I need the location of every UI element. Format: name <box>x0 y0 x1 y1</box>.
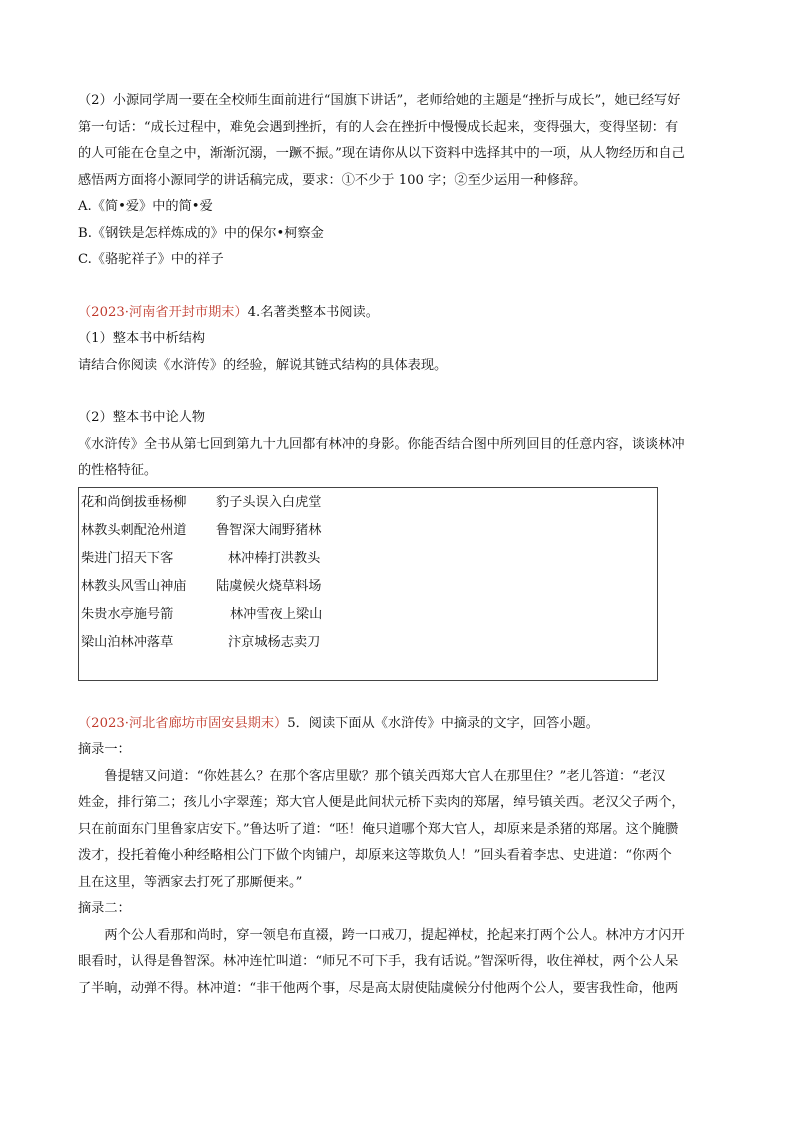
q4-sub2-line-1: 《水浒传》全书从第七回到第九十九回都有林冲的身影。你能否结合图中所列回目的任意内容，谈谈林冲 <box>78 436 685 452</box>
question-4 <box>78 300 716 681</box>
q2-label: （2） <box>78 93 113 108</box>
q4-sub2-line-2: 的性格特征。 <box>78 463 158 478</box>
excerpt-2-line: 两个公人看那和尚时，穿一领皂布直裰，跨一口戒刀，提起禅杖，抡起来打两个公人。林冲方才闪开 <box>104 927 685 943</box>
chapter-title: 汴京城杨志卖刀 <box>228 635 321 651</box>
chapter-title: 豹子头误入白虎堂 <box>216 495 322 511</box>
q2-line-2: 第一句话：“成长过程中，难免会遇到挫折，有的人会在挫折中慢慢成长起来，变得强大，变得坚韧：有 <box>78 119 679 135</box>
q4-sub1-text: 请结合你阅读《水浒传》的经验，解说其链式结构的具体表现。 <box>78 357 448 373</box>
excerpt-2-line: 了半晌，动弹不得。林冲道：“非干他两个事，尽是高太尉使陆虞候分付他两个公人，要害我性命，他两 <box>78 980 679 996</box>
chapter-title: 花和尚倒拔垂杨柳 <box>81 495 187 511</box>
excerpt-1-label: 摘录一： <box>78 742 131 757</box>
chapter-title: 林教头刺配沧州道 <box>81 523 187 539</box>
q4-title: 4.名著类整本书阅读。 <box>247 304 379 320</box>
chapter-title: 柴进门招天下客 <box>81 551 174 567</box>
excerpt-1-line: 只在前面东门里鲁家店安下。”鲁达听了道：“呸！俺只道哪个郑大官人，却原来是杀猪的郑屠。这个腌臜 <box>78 821 679 837</box>
q2-line-1: （2）小源同学周一要在全校师生面前进行“国旗下讲话”，老师给她的主题是“挫折与成长”，她已经写好 <box>78 93 681 108</box>
chapter-table <box>78 487 658 681</box>
chapter-title: 林冲棒打洪教头 <box>228 551 321 567</box>
option-a: A.《简•爱》中的简•爱 <box>78 199 213 214</box>
q4-source: （2023·河南省开封市期末） <box>78 304 248 320</box>
excerpt-1-line: 泼才，投托着俺小种经略相公门下做个肉铺户，却原来这等欺负人！”回头看着李忠、史进道：“你两个 <box>78 848 672 863</box>
q5-source: （2023·河北省廊坊市固安县期末） <box>78 715 288 731</box>
q2-line-3: 的人可能在仓皇之中，渐渐沉溺，一蹶不振。”现在请你从以下资料中选择其中的一项，从人物经历和自己 <box>78 146 685 161</box>
chapter-title: 梁山泊林冲落草 <box>81 635 174 651</box>
option-b: B.《钢铁是怎样炼成的》中的保尔•柯察金 <box>78 225 324 241</box>
q4-sub1-heading: （1）整本书中析结构 <box>78 331 206 346</box>
chapter-title: 鲁智深大闹野猪林 <box>216 523 322 539</box>
chapter-row <box>81 602 651 630</box>
chapter-row <box>81 546 651 574</box>
question-5 <box>78 711 716 1003</box>
chapter-title: 林教头风雪山神庙 <box>81 579 187 595</box>
option-c: C.《骆驼祥子》中的祥子 <box>78 252 224 267</box>
q4-heading <box>78 300 716 327</box>
question-2 <box>78 88 716 274</box>
q5-title: 5．阅读下面从《水浒传》中摘录的文字，回答小题。 <box>287 715 599 731</box>
q2-line-4: 感悟两方面将小源同学的讲话稿完成，要求：①不少于 100 字；②至少运用一种修辞。 <box>78 172 587 188</box>
chapter-title: 朱贵水亭施号箭 <box>81 607 174 623</box>
q5-heading <box>78 711 716 738</box>
excerpt-2-label: 摘录二： <box>78 901 131 916</box>
chapter-row <box>81 518 651 546</box>
chapter-row <box>81 574 651 602</box>
excerpt-1-line: 姓金，排行第二；孩儿小字翠莲；郑大官人便是此间状元桥下卖肉的郑屠，绰号镇关西。老汉父子两个， <box>78 795 685 810</box>
chapter-row <box>81 630 651 658</box>
excerpt-2-line: 眼看时，认得是鲁智深。林冲连忙叫道：“师兄不可下手，我有话说。”智深听得，收住禅杖，两个公人呆 <box>78 954 679 969</box>
chapter-row <box>81 490 651 518</box>
chapter-title: 林冲雪夜上梁山 <box>230 607 323 623</box>
q4-sub2-heading: （2）整本书中论人物 <box>78 410 206 425</box>
excerpt-1-line: 鲁提辖又问道：“你姓甚么？在那个客店里歇？那个镇关西郑大官人在那里住？”老儿答道：“老汉 <box>104 768 666 784</box>
chapter-title: 陆虞候火烧草料场 <box>216 579 322 595</box>
excerpt-1-line: 且在这里，等洒家去打死了那厮便来。” <box>78 874 303 890</box>
